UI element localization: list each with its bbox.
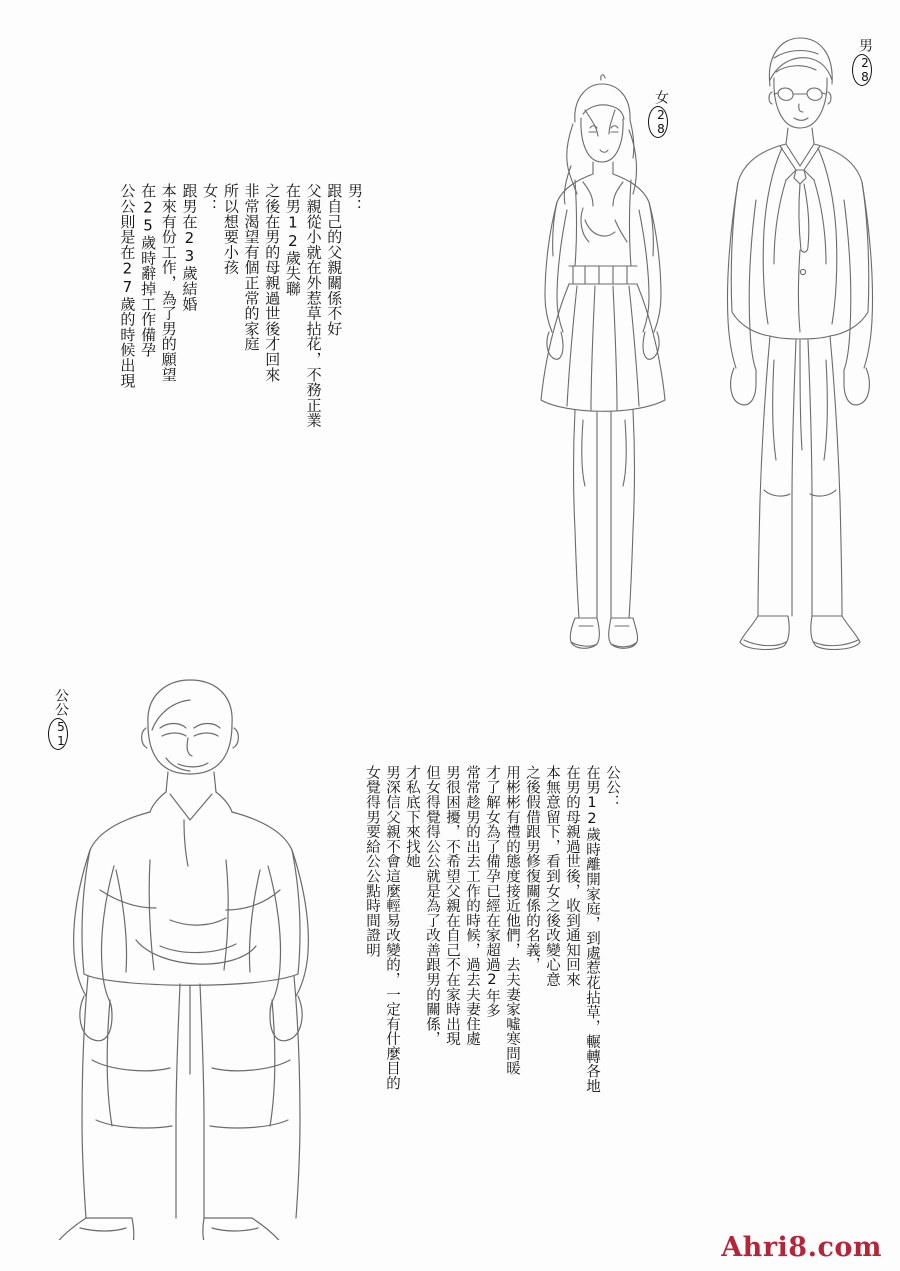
narration-line: 在男的母親過世後，收到通知回來 xyxy=(564,765,580,988)
narration-line: 男深信父親不會這麼輕易改變的，一定有什麼目的 xyxy=(384,765,400,1091)
narration-line: 跟男在23歲結婚 xyxy=(180,183,199,312)
label-man-text: 男 xyxy=(857,38,873,52)
narration-line: 父親從小就在外惹草拈花，不務正業 xyxy=(304,183,323,429)
label-fil-age: 51 xyxy=(48,718,68,750)
narration-line: 之後假借跟男修復關係的名義， xyxy=(524,765,540,973)
narration-line: 非常渴望有個正常的家庭 xyxy=(242,183,261,352)
watermark: Ahri8.com xyxy=(721,1232,882,1263)
label-fil-text: 公公 xyxy=(53,688,69,716)
label-woman-age: 28 xyxy=(648,106,668,138)
narration-line: 公公則是在27歲的時候出現 xyxy=(118,183,137,389)
figure-father-in-law-sketch xyxy=(40,670,340,1240)
figure-woman-sketch xyxy=(505,70,695,650)
narration-line: 但女得覺得公公就是為了改善跟男的關係， xyxy=(424,765,440,1047)
narration-line: 在男12歲時離開家庭，到處惹花拈草，輾轉各地 xyxy=(584,765,600,1094)
narration-line: 才了解女為了備孕已經在家超過2年多 xyxy=(484,765,500,1019)
label-woman-text: 女 xyxy=(653,90,669,104)
label-man-age: 28 xyxy=(852,54,872,86)
narration-line: 公公： xyxy=(604,765,620,810)
narration-line: 女覺得男要給公公點時間證明 xyxy=(364,765,380,958)
narration-line: 常常趁男的出去工作的時候，過去夫妻住處 xyxy=(464,765,480,1047)
top-narration-block xyxy=(96,110,386,440)
narration-line: 男： xyxy=(345,183,364,214)
narration-line: 女： xyxy=(201,183,220,214)
narration-line: 在25歲時辭掉工作備孕 xyxy=(139,183,158,358)
narration-line: 男很困擾，不希望父親在自己不在家時出現 xyxy=(444,765,460,1047)
figure-man-sketch xyxy=(700,20,900,670)
narration-line: 之後在男的母親過世後才回來 xyxy=(263,183,282,383)
narration-line: 所以想要小孩 xyxy=(221,183,240,276)
bottom-narration-block xyxy=(342,700,642,1200)
narration-line: 跟自己的父親關係不好 xyxy=(325,183,344,337)
narration-line: 本無意留下，看到女之後改變心意 xyxy=(544,765,560,988)
narration-line: 本來有份工作，為了男的願望 xyxy=(159,183,178,383)
narration-line: 在男12歲失聯 xyxy=(283,183,302,297)
narration-line: 用彬彬有禮的態度接近他們，去夫妻家噓寒問暖 xyxy=(504,765,520,1076)
narration-line: 才私底下來找她 xyxy=(404,765,420,869)
